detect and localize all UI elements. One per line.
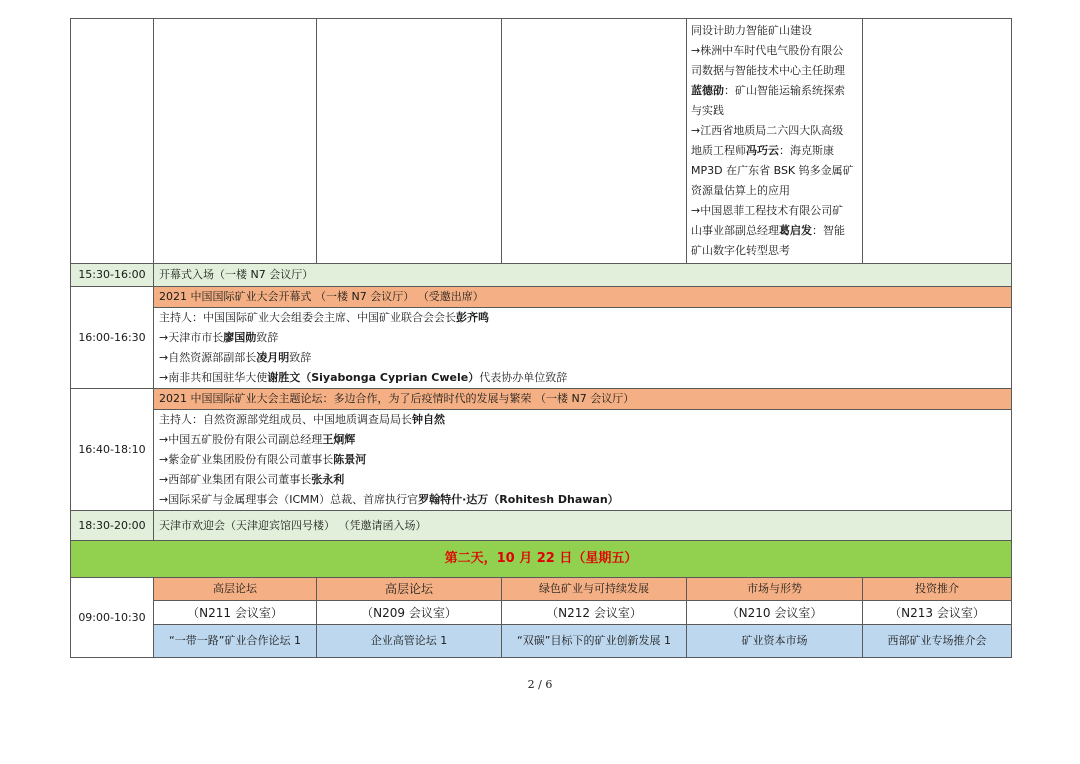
talk-row [71, 19, 1012, 264]
opening-header: 2021 中国国际矿业大会开幕式 （一楼 N7 会议厅） （受邀出席） [154, 287, 1012, 308]
track-label: 绿色矿业与可持续发展 [502, 578, 687, 601]
day2-title: 第二天，10 月 22 日（星期五） [71, 541, 1012, 578]
talk-line: 矿山数字化转型思考 [691, 244, 790, 257]
speaker-line: →自然资源部副部长凌月明致辞 [159, 351, 312, 364]
empty-cell [502, 19, 687, 264]
speaker-line: →南非共和国驻华大使谢胜文（Siyabonga Cyprian Cwele）代表协办单位致辞 [159, 371, 568, 384]
talk-line: MP3D 在广东省 BSK 钨多金属矿 [691, 164, 854, 177]
talk-line: 与实践 [691, 104, 724, 117]
session-label: “双碳”目标下的矿业创新发展 1 [502, 625, 687, 658]
entry-row [71, 264, 1012, 287]
talk-line: →中国恩菲工程技术有限公司矿 [691, 204, 844, 217]
speaker-line: →紫金矿业集团股份有限公司董事长陈景河 [159, 453, 367, 466]
opening-speakers [154, 308, 1012, 389]
room-label: （N209 会议室） [317, 601, 502, 625]
room-label: （N211 会议室） [154, 601, 317, 625]
track-label: 市场与形势 [687, 578, 863, 601]
time-cell: 16:40-18:10 [71, 389, 154, 511]
speaker-line: →西部矿业集团有限公司董事长张永利 [159, 473, 345, 486]
session-label: “一带一路”矿业合作论坛 1 [154, 625, 317, 658]
room-row [71, 601, 1012, 625]
opening-body-row [71, 308, 1012, 389]
time-cell: 15:30-16:00 [71, 264, 154, 287]
talk-line: 蓝德劭：矿山智能运输系统探索 [691, 84, 845, 97]
talk-line: 同设计助力智能矿山建设 [691, 24, 812, 37]
track-label: 高层论坛 [317, 578, 502, 601]
session-label: 企业高管论坛 1 [317, 625, 502, 658]
talk-list-cell [687, 19, 863, 264]
opening-header-row [71, 287, 1012, 308]
talk-line: →江西省地质局二六四大队高级 [691, 124, 844, 137]
welcome-text: 天津市欢迎会（天津迎宾馆四号楼） （凭邀请函入场） [154, 511, 1012, 541]
day2-banner-row [71, 541, 1012, 578]
entry-text: 开幕式入场（一楼 N7 会议厅） [154, 264, 1012, 287]
forum-header: 2021 中国国际矿业大会主题论坛：多边合作，为了后疫情时代的发展与繁荣 （一楼 N7 会议厅） [154, 389, 1012, 410]
room-label: （N210 会议室） [687, 601, 863, 625]
session-label: 矿业资本市场 [687, 625, 863, 658]
room-label: （N212 会议室） [502, 601, 687, 625]
track-label: 投资推介 [863, 578, 1012, 601]
forum-speakers [154, 410, 1012, 511]
session-row [71, 625, 1012, 658]
talk-line: 地质工程师冯巧云：海克斯康 [691, 144, 834, 157]
speaker-line: →中国五矿股份有限公司副总经理王炯辉 [159, 433, 356, 446]
empty-time-cell [71, 19, 154, 264]
empty-cell [317, 19, 502, 264]
forum-body-row [71, 410, 1012, 511]
page-number: 2 / 6 [527, 678, 553, 691]
time-cell: 18:30-20:00 [71, 511, 154, 541]
empty-cell [863, 19, 1012, 264]
empty-cell [154, 19, 317, 264]
talk-line: 山事业部副总经理葛启发：智能 [691, 224, 845, 237]
time-cell: 16:00-16:30 [71, 287, 154, 389]
welcome-row [71, 511, 1012, 541]
talk-line: →株洲中车时代电气股份有限公 [691, 44, 844, 57]
forum-header-row [71, 389, 1012, 410]
schedule-table [70, 18, 1012, 658]
track-row [71, 578, 1012, 601]
room-label: （N213 会议室） [863, 601, 1012, 625]
session-label: 西部矿业专场推介会 [863, 625, 1012, 658]
speaker-line: 主持人：中国国际矿业大会组委会主席、中国矿业联合会会长彭齐鸣 [159, 311, 489, 324]
speaker-line: 主持人：自然资源部党组成员、中国地质调查局局长钟自然 [159, 413, 445, 426]
speaker-line: →天津市市长廖国勋致辞 [159, 331, 279, 344]
speaker-line: →国际采矿与金属理事会（ICMM）总裁、首席执行官罗翰特什·达万（Rohitesh Dhawan） [159, 493, 619, 506]
time-cell: 09:00-10:30 [71, 578, 154, 658]
talk-line: 司数据与智能技术中心主任助理 [691, 64, 845, 77]
track-label: 高层论坛 [154, 578, 317, 601]
talk-line: 资源量估算上的应用 [691, 184, 790, 197]
